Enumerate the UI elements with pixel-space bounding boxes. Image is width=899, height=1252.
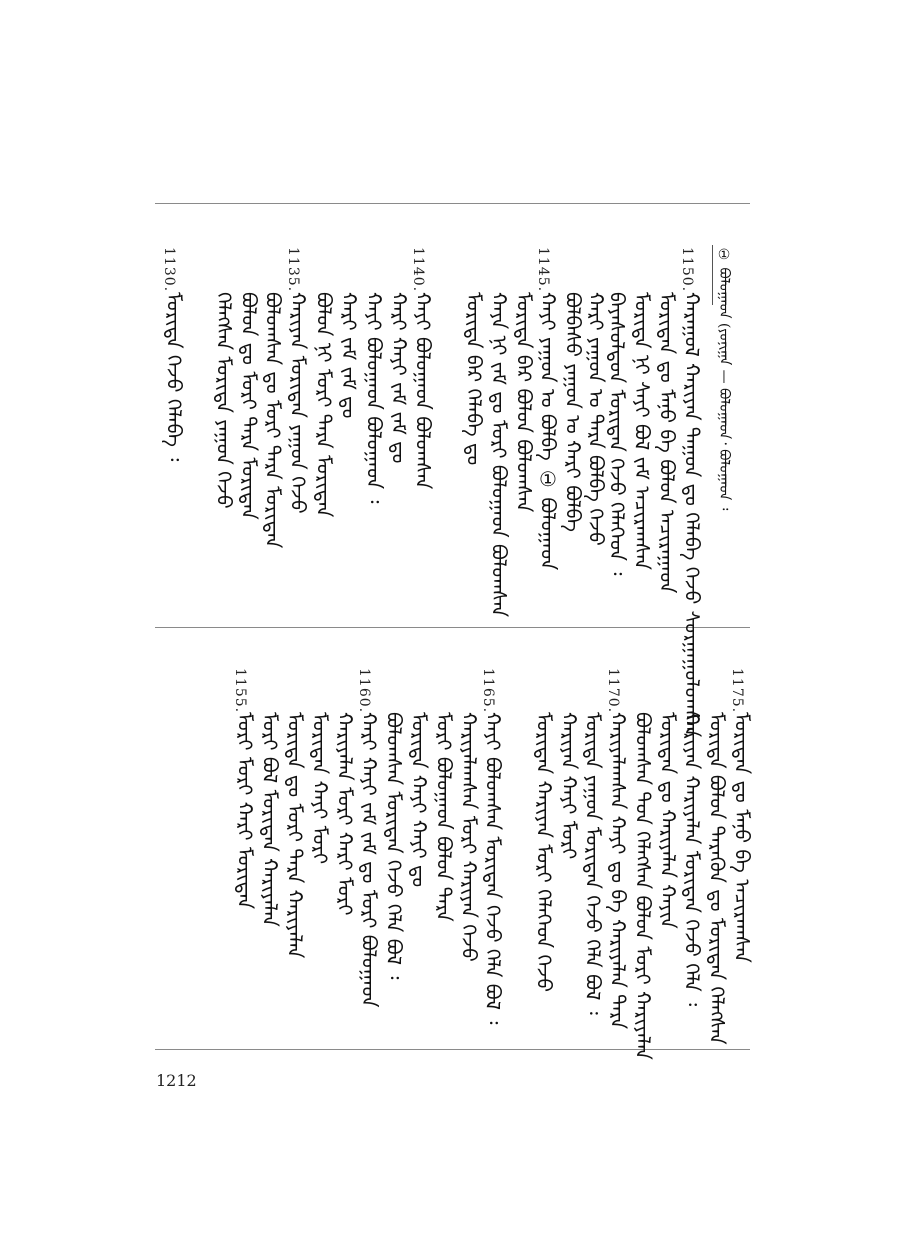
verse-line: ᠪᠣᠯᠤᠭᠰᠠᠨ ᠮᠣᠷᠢᠳᠠᠨ ᠭᠡᠵᠦ ᠬᠡᠯᠡ ᠪᠣᠯ ᠄	[382, 712, 406, 980]
verse-line: ᠬᠠᠷᠢᠶᠠᠯᠠᠭᠰᠠᠨ ᠬᠠᠶᠢ ᠳᠤ ᠪᠠ ᠬᠠᠷᠢᠶᠠᠯᠠᠨ ᠲᠡᠷᠡ	[606, 712, 630, 1029]
page-number: 1212	[156, 1071, 197, 1090]
verse-line: ᠬᠠᠷᠢ ᠬᠠᠶᠢ ᠵᠠᠮ ᠵᠠᠮ ᠳᠤ ᠮᠣᠷᠢ ᠪᠣᠯᠤᠭᠠᠳ	[357, 712, 381, 1008]
line-number: 1160.	[356, 668, 372, 714]
verse-line: ᠮᠣᠷᠢᠳᠠᠨ ᠬᠠᠶᠢ ᠮᠣᠷᠢ	[308, 712, 332, 865]
verse-line: ᠬᠠᠷᠢᠶᠠᠯᠠᠭᠰᠠᠨ ᠮᠣᠷᠢ ᠬᠠᠷᠢᠶᠠᠨ ᠭᠡᠵᠦ	[457, 712, 481, 962]
line-number: 1155.	[232, 668, 248, 714]
line-number: 1130.	[161, 247, 177, 293]
bottom-rule	[155, 1049, 750, 1050]
verse-line: ᠪᠠᠶᠠᠰᠤᠯᠳᠤᠨ ᠮᠣᠷᠢᠳᠠᠨ ᠭᠡᠵᠦ ᠬᠡᠯᠡᠭᠡᠳ ᠄	[605, 292, 629, 576]
verse-line: ᠬᠠᠷᠢ ᠶᠠᠭᠤᠨ ᠤ ᠲᠡᠷᠡ ᠪᠣᠯᠪᠠ ᠭᠡᠵᠦ	[584, 292, 608, 546]
verse-line: ᠬᠠᠶᠢ ᠪᠣᠯᠤᠭᠠᠳ ᠪᠣᠯᠤᠭᠰᠠᠨ	[411, 292, 435, 490]
verse-line: ᠬᠠᠷᠢᠶᠠᠯᠠᠨ ᠮᠣᠷᠢ ᠬᠠᠷᠢ ᠮᠣᠷᠢ	[333, 712, 357, 916]
top-rule	[155, 203, 750, 204]
verse-line: ᠪᠣᠯᠤᠨ ᠳᠤ ᠮᠣᠷᠢ ᠲᠡᠷᠡ ᠮᠣᠷᠢᠳᠠᠨ	[237, 292, 261, 520]
line-number: 1150.	[679, 247, 695, 293]
verse-line: ᠬᠠᠶᠠ ᠨᠢ ᠵᠠᠮ ᠳᠤ ᠮᠣᠷᠢ ᠪᠣᠯᠤᠭᠠᠳ ᠪᠣᠯᠤᠭᠰᠠᠨ	[487, 292, 511, 618]
line-number: 1170.	[605, 668, 621, 714]
verse-line: ᠮᠣᠷᠢᠳᠠ ᠬᠠᠶᠢ ᠬᠠᠶᠢ ᠳᠤ	[407, 712, 431, 888]
verse-line: ᠪᠣᠯᠤᠨ ᠨᠢ ᠮᠣᠷᠢ ᠲᠡᠷᠡ ᠮᠣᠷᠢᠳᠠᠨ	[312, 292, 336, 518]
line-number: 1140.	[410, 247, 426, 293]
line-number: 1145.	[535, 247, 551, 293]
verse-line: ᠮᠣᠷᠢᠳᠠ ᠪᠣᠯᠤᠨ ᠲᠡᠷᠡᠭᠦᠨ ᠳᠤ ᠮᠣᠷᠢᠳᠠᠨ ᠬᠡᠯᠡᠭᠰᠡᠨ	[705, 712, 729, 1045]
verse-line: ᠮᠣᠷᠢᠳᠠᠨ ᠳᠤ ᠬᠠᠷᠢᠶᠠᠯᠠᠨ ᠬᠠᠶᠢᠨ	[656, 712, 680, 929]
verse-line: ᠪᠣᠯᠪᠠᠰᠤ ᠶᠠᠭᠤᠨ ᠤ ᠬᠠᠷᠢ ᠪᠣᠯᠪᠠ	[561, 292, 585, 533]
verse-line: ᠮᠣᠷᠢᠳᠠ ᠶᠠᠭᠤᠨ ᠮᠣᠷᠢᠳᠠᠨ ᠭᠡᠵᠦ ᠬᠡᠯᠡ ᠪᠣᠯ ᠄	[581, 712, 605, 1015]
verse-line: ᠬᠠᠷᠢᠶᠠᠨ ᠮᠣᠷᠢᠳᠠᠨ ᠶᠠᠭᠤᠨ ᠭᠡᠵᠦ	[286, 292, 310, 514]
line-number: 1165.	[480, 668, 496, 714]
middle-rule	[155, 627, 750, 628]
verse-line: ᠬᠠᠶᠢ ᠪᠣᠯᠤᠭᠰᠠᠨ ᠮᠣᠷᠢᠳᠠᠨ ᠭᠡᠵᠦ ᠬᠡᠯᠡ ᠪᠣᠯ ᠄	[481, 712, 505, 1025]
verse-line: ᠬᠠᠷᠢ ᠬᠠᠶᠢ ᠵᠠᠮ ᠵᠠᠮ ᠳᠤ	[387, 292, 411, 464]
verse-line: ᠮᠣᠷᠢᠳᠠ ᠪᠠᠷ ᠬᠡᠯᠡᠪᠡ ᠳᠤ	[462, 292, 486, 466]
line-number: 1135.	[285, 247, 301, 293]
verse-line: ᠬᠠᠶᠢ ᠪᠣᠯᠤᠭᠠᠳ ᠪᠣᠯᠤᠭᠠᠳ ᠄	[362, 292, 386, 504]
verse-line: ᠮᠣᠷᠢᠳᠠᠨ ᠳᠤ ᠮᠠᠨᠤ ᠪᠠ ᠪᠣᠯᠤᠨ ᠠᠴᠢᠷᠠᠭᠠᠳ	[655, 292, 679, 594]
footnote: ① ᠪᠣᠯᠤᠭᠠᠳ (ᠶᠤᠨᠢᠭᠠ — ᠪᠣᠯᠤᠭᠠᠳ᠂ ᠪᠣᠯᠤᠭᠠᠳ ᠄	[716, 247, 732, 511]
verse-line: ᠮᠣᠷᠢᠳᠠᠨ ᠬᠠᠷᠢᠶᠠᠨ ᠮᠣᠷᠢ ᠬᠡᠯᠡᠭᠡᠳ ᠭᠡᠵᠦ	[532, 712, 556, 993]
verse-line: ᠬᠠᠶᠢ ᠶᠠᠭᠤᠨ ᠤ ᠪᠣᠯᠪᠠ ① ᠪᠣᠯᠤᠭᠠᠳ	[536, 292, 560, 571]
verse-line: ᠮᠣᠷᠢ ᠮᠣᠷᠢ ᠬᠠᠷᠢ ᠮᠣᠷᠢᠳᠠᠨ	[233, 712, 257, 910]
verse-line: ᠮᠣᠷᠢᠳᠠ ᠪᠠᠷ ᠪᠣᠯᠤᠨ ᠪᠣᠯᠤᠭᠰᠠᠨ	[512, 292, 536, 513]
verse-line: ᠬᠡᠯᠡᠭᠰᠡᠨ ᠮᠣᠷᠢᠳᠠ ᠶᠠᠭᠤᠨ ᠭᠡᠵᠦ	[212, 292, 236, 509]
verse-line: ᠮᠣᠷᠢᠳᠠ ᠳᠤ ᠮᠣᠷᠢ ᠲᠡᠷᠡ ᠬᠠᠷᠢᠶᠠᠯᠠᠨ	[283, 712, 307, 959]
verse-line: ᠮᠣᠷᠢᠳᠠ ᠨᠢ ᠰᠠᠶᠢ ᠪᠣᠯ ᠵᠠᠮ ᠠᠴᠢᠷᠠᠭᠰᠠᠨ	[630, 292, 654, 570]
line-number: 1175.	[729, 668, 745, 714]
verse-line: ᠮᠣᠷᠢᠳᠠᠨ ᠳᠤ ᠮᠠᠨᠤ ᠪᠠ ᠠᠴᠢᠷᠠᠭᠰᠠᠨ	[730, 712, 754, 963]
verse-line: ᠬᠠᠷᠢ ᠵᠠᠮ ᠵᠠᠮ ᠳᠤ	[337, 292, 361, 419]
verse-line: ᠮᠣᠷᠢᠳᠠ ᠭᠡᠵᠦ ᠬᠡᠯᠡᠪᠡ ᠄	[162, 292, 186, 462]
verse-line: ᠬᠠᠷᠢᠶᠠᠨ ᠬᠠᠷᠢᠶᠠᠯᠠᠨ ᠮᠣᠷᠢᠳᠠᠨ ᠭᠡᠵᠦ ᠬᠡᠯᠡ ᠄	[680, 712, 704, 1007]
verse-line: ᠮᠣᠷᠢ ᠪᠣᠯ ᠮᠣᠷᠢᠳᠠᠨ ᠬᠠᠷᠢᠶᠠᠯᠠᠨ	[258, 712, 282, 927]
verse-line: ᠬᠠᠷᠠᠭᠤᠯ ᠬᠠᠷᠢᠶᠠᠨ ᠳᠠᠭᠤᠨ ᠳᠤ ᠬᠡᠯᠡᠪᠡ ᠭᠡᠵᠦ ᠰᠤᠷᠭᠠᠭᠤᠯᠤᠭᠰᠠᠨ	[680, 292, 704, 738]
verse-line: ᠬᠠᠷᠢᠶᠠᠨ ᠬᠠᠶᠢ ᠮᠣᠷᠢ	[557, 712, 581, 860]
verse-line: ᠪᠣᠯᠤᠭᠰᠠᠨ ᠳᠤᠨ ᠬᠡᠯᠡᠭᠰᠡᠨ ᠪᠣᠯᠤᠨ ᠮᠣᠷᠢ ᠬᠠᠷᠢᠶᠠᠯᠠᠨ	[631, 712, 655, 1060]
verse-line: ᠮᠣᠷᠢ ᠪᠣᠯᠤᠭᠠᠳ ᠪᠣᠯᠤᠨ ᠲᠡᠷᠡ	[432, 712, 456, 922]
verse-line: ᠪᠣᠯᠤᠭᠰᠠᠨ ᠳᠤ ᠮᠣᠷᠢ ᠲᠡᠷᠡ ᠮᠣᠷᠢᠳᠠᠨ	[261, 292, 285, 549]
